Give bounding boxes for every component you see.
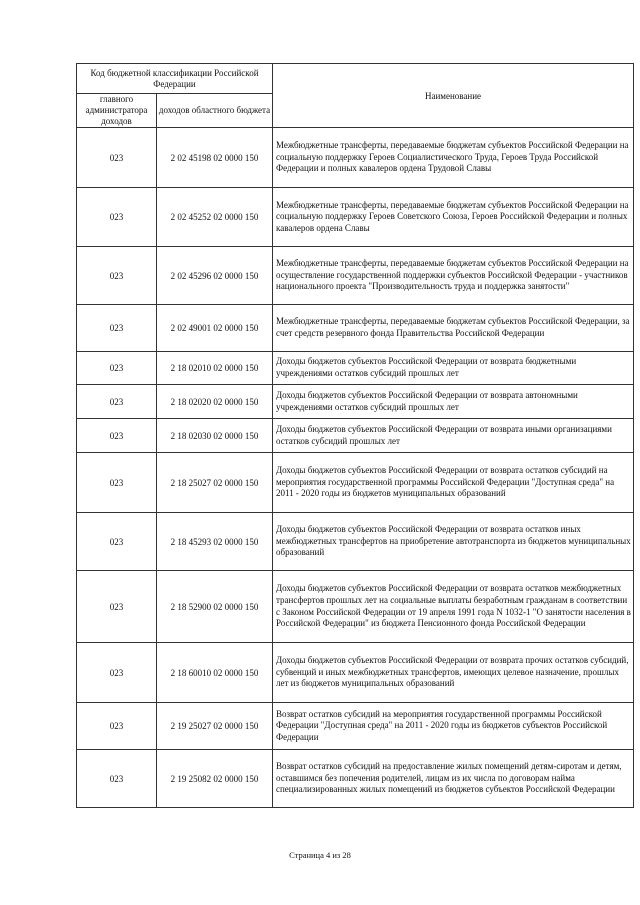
name-cell: Доходы бюджетов субъектов Российской Федерации от возврата остатков иных межбюджетных трансфертов на приобретение автотранспорта из бюджетов муниципальных образований xyxy=(273,513,634,571)
admin-code-cell: 023 xyxy=(77,513,157,571)
income-code-cell: 2 02 49001 02 0000 150 xyxy=(157,305,273,352)
table-row xyxy=(77,643,634,703)
income-code-cell: 2 02 45252 02 0000 150 xyxy=(157,188,273,247)
name-cell: Доходы бюджетов субъектов Российской Федерации от возврата автономными учреждениями остатков субсидий прошлых лет xyxy=(273,385,634,419)
admin-code-cell: 023 xyxy=(77,247,157,305)
kbk-group-header: Код бюджетной классификации Российской Федерации xyxy=(77,64,273,94)
name-cell: Доходы бюджетов субъектов Российской Федерации от возврата иными организациями остатков субсидий прошлых лет xyxy=(273,419,634,453)
table-row xyxy=(77,305,634,352)
table-row xyxy=(77,750,634,808)
income-code-cell: 2 18 45293 02 0000 150 xyxy=(157,513,273,571)
name-cell: Доходы бюджетов субъектов Российской Федерации от возврата бюджетными учреждениями остатков субсидий прошлых лет xyxy=(273,352,634,385)
admin-code-cell: 023 xyxy=(77,305,157,352)
table-row xyxy=(77,703,634,750)
name-cell: Доходы бюджетов субъектов Российской Федерации от возврата остатков межбюджетных трансфертов прошлых лет на социальные выплаты безработным гражданам в соответствии с Законом Российской Федерации от 19 апреля 1991 года N 1032-1 "О занятости населения в Российской Федерации" из бюджета Пенсионного фонда Российской Федерации xyxy=(273,571,634,643)
admin-code-cell: 023 xyxy=(77,750,157,808)
table-row xyxy=(77,385,634,419)
name-cell: Межбюджетные трансферты, передаваемые бюджетам субъектов Российской Федерации на социальную поддержку Героев Социалистического Труда, Героев Труда Российской Федерации и полных кавалеров ордена Трудовой Славы xyxy=(273,128,634,188)
page-number: Страница 4 из 28 xyxy=(289,850,351,860)
income-code-cell: 2 18 02030 02 0000 150 xyxy=(157,419,273,453)
table-row xyxy=(77,571,634,643)
income-code-cell: 2 19 25027 02 0000 150 xyxy=(157,703,273,750)
admin-code-cell: 023 xyxy=(77,453,157,513)
name-cell: Возврат остатков субсидий на предоставление жилых помещений детям-сиротам и детям, оставшимся без попечения родителей, лицам из их числа по договорам найма специализированных жилых помещений из бюджетов субъектов Российской Федерации xyxy=(273,750,634,808)
name-cell: Межбюджетные трансферты, передаваемые бюджетам субъектов Российской Федерации на осуществление государственной поддержки субъектов Российской Федерации - участников национального проекта "Производительность труда и поддержка занятости" xyxy=(273,247,634,305)
admin-code-cell: 023 xyxy=(77,128,157,188)
income-code-cell: 2 18 02010 02 0000 150 xyxy=(157,352,273,385)
table-row xyxy=(77,352,634,385)
admin-code-cell: 023 xyxy=(77,643,157,703)
income-code-cell: 2 18 02020 02 0000 150 xyxy=(157,385,273,419)
admin-code-cell: 023 xyxy=(77,385,157,419)
income-code-cell: 2 18 60010 02 0000 150 xyxy=(157,643,273,703)
table-row xyxy=(77,419,634,453)
table-row xyxy=(77,188,634,247)
income-code-cell: 2 18 25027 02 0000 150 xyxy=(157,453,273,513)
name-column-header: Наименование xyxy=(273,64,634,128)
admin-code-cell: 023 xyxy=(77,419,157,453)
admin-code-cell: 023 xyxy=(77,703,157,750)
name-cell: Доходы бюджетов субъектов Российской Федерации от возврата прочих остатков субсидий, субвенций и иных межбюджетных трансфертов, имеющих целевое назначение, прошлых лет из бюджетов муниципальных образований xyxy=(273,643,634,703)
table-row xyxy=(77,128,634,188)
income-column-header: доходов областного бюджета xyxy=(157,94,273,128)
table-row xyxy=(77,453,634,513)
name-cell: Доходы бюджетов субъектов Российской Федерации от возврата остатков субсидий на мероприятия государственной программы Российской Федерации "Доступная среда" на 2011 - 2020 годы из бюджетов муниципальных образований xyxy=(273,453,634,513)
kbk-table xyxy=(76,63,634,808)
name-cell: Межбюджетные трансферты, передаваемые бюджетам субъектов Российской Федерации, за счет средств резервного фонда Правительства Российской Федерации xyxy=(273,305,634,352)
name-cell: Возврат остатков субсидий на мероприятия государственной программы Российской Федерации "Доступная среда" на 2011 - 2020 годы из бюджетов субъектов Российской Федерации xyxy=(273,703,634,750)
income-code-cell: 2 18 52900 02 0000 150 xyxy=(157,571,273,643)
income-code-cell: 2 02 45296 02 0000 150 xyxy=(157,247,273,305)
income-code-cell: 2 19 25082 02 0000 150 xyxy=(157,750,273,808)
admin-column-header: главного администратора доходов xyxy=(77,94,157,128)
income-code-cell: 2 02 45198 02 0000 150 xyxy=(157,128,273,188)
table-row xyxy=(77,513,634,571)
admin-code-cell: 023 xyxy=(77,188,157,247)
admin-code-cell: 023 xyxy=(77,571,157,643)
table-row xyxy=(77,247,634,305)
name-cell: Межбюджетные трансферты, передаваемые бюджетам субъектов Российской Федерации на социальную поддержку Героев Советского Союза, Героев Российской Федерации и полных кавалеров ордена Славы xyxy=(273,188,634,247)
admin-code-cell: 023 xyxy=(77,352,157,385)
